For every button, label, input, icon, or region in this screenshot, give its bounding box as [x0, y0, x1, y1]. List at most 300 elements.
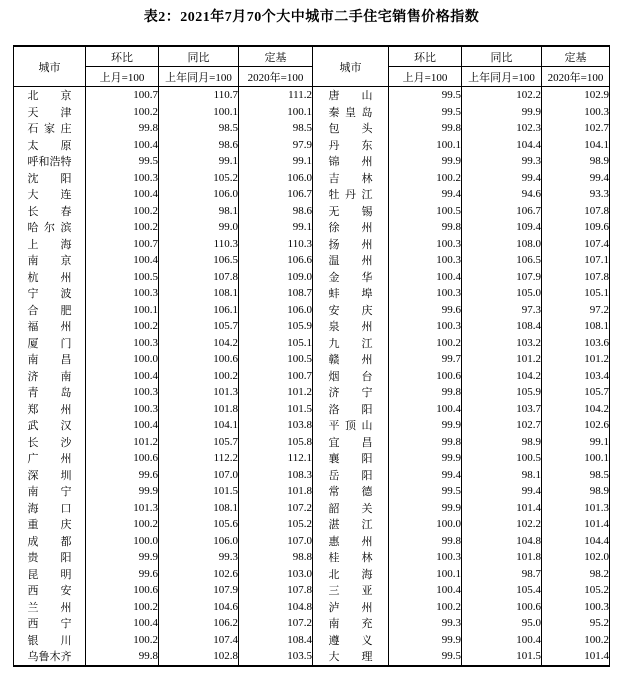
right-mom-value: 100.1 [389, 566, 462, 583]
right-yoy-value: 107.9 [462, 269, 542, 286]
header-yoy-left: 同比 [159, 46, 239, 67]
right-yoy-value: 100.5 [462, 450, 542, 467]
right-city-cell [313, 219, 389, 236]
right-city-cell [313, 318, 389, 335]
city-name: 南宁 [27, 486, 72, 499]
city-name: 丹东 [328, 139, 373, 152]
left-city-cell [14, 648, 86, 666]
table-row [14, 450, 610, 467]
left-yoy-value: 105.7 [159, 434, 239, 451]
city-name: 包头 [328, 123, 373, 136]
city-name: 锦州 [328, 156, 373, 169]
header-mom-left: 环比 [86, 46, 159, 67]
left-yoy-value: 98.1 [159, 203, 239, 220]
left-fixed-value: 107.2 [239, 500, 313, 517]
city-name: 唐山 [328, 90, 373, 103]
right-mom-value: 100.4 [389, 401, 462, 418]
left-yoy-value: 106.5 [159, 252, 239, 269]
right-mom-value: 99.9 [389, 153, 462, 170]
left-mom-value: 100.3 [86, 401, 159, 418]
right-yoy-value: 100.6 [462, 599, 542, 616]
right-yoy-value: 105.4 [462, 582, 542, 599]
city-name: 昆明 [27, 568, 72, 581]
left-yoy-value: 104.6 [159, 599, 239, 616]
left-mom-value: 99.5 [86, 153, 159, 170]
left-mom-value: 100.4 [86, 417, 159, 434]
table-row [14, 417, 610, 434]
right-yoy-value: 101.2 [462, 351, 542, 368]
right-fixed-value: 103.6 [542, 335, 610, 352]
table-row [14, 533, 610, 550]
left-mom-value: 100.4 [86, 252, 159, 269]
right-yoy-value: 105.9 [462, 384, 542, 401]
left-city-cell [14, 285, 86, 302]
price-index-table [13, 45, 610, 667]
left-yoy-value: 107.8 [159, 269, 239, 286]
right-city-cell [313, 450, 389, 467]
left-city-cell [14, 318, 86, 335]
city-name: 西安 [27, 585, 72, 598]
left-fixed-value: 99.1 [239, 153, 313, 170]
table-row [14, 384, 610, 401]
city-name: 烟台 [328, 370, 373, 383]
table-row [14, 434, 610, 451]
right-city-cell [313, 417, 389, 434]
city-name: 济南 [27, 370, 72, 383]
right-fixed-value: 107.8 [542, 269, 610, 286]
city-name: 常德 [328, 486, 373, 499]
right-yoy-value: 101.4 [462, 500, 542, 517]
right-yoy-value: 97.3 [462, 302, 542, 319]
header-row-base [14, 67, 610, 87]
right-mom-value: 100.1 [389, 137, 462, 154]
left-fixed-value: 105.1 [239, 335, 313, 352]
left-fixed-value: 107.0 [239, 533, 313, 550]
left-mom-value: 100.2 [86, 203, 159, 220]
left-yoy-value: 102.6 [159, 566, 239, 583]
city-name: 南昌 [27, 354, 72, 367]
left-city-cell [14, 450, 86, 467]
right-fixed-value: 98.9 [542, 483, 610, 500]
right-fixed-value: 103.4 [542, 368, 610, 385]
right-city-cell [313, 401, 389, 418]
right-fixed-value: 101.4 [542, 648, 610, 666]
city-name: 襄阳 [328, 453, 373, 466]
right-city-cell [313, 533, 389, 550]
left-fixed-value: 106.6 [239, 252, 313, 269]
right-yoy-value: 95.0 [462, 615, 542, 632]
left-city-cell [14, 170, 86, 187]
left-mom-value: 100.0 [86, 351, 159, 368]
left-city-cell [14, 252, 86, 269]
left-yoy-value: 106.1 [159, 302, 239, 319]
table-row [14, 269, 610, 286]
city-name: 无锡 [328, 205, 373, 218]
city-name: 金华 [328, 271, 373, 284]
right-city-cell [313, 186, 389, 203]
left-mom-value: 100.2 [86, 632, 159, 649]
right-fixed-value: 100.3 [542, 104, 610, 121]
header-row-top [14, 46, 610, 67]
right-city-cell [313, 384, 389, 401]
right-mom-value: 99.5 [389, 648, 462, 666]
left-fixed-value: 112.1 [239, 450, 313, 467]
left-fixed-value: 100.5 [239, 351, 313, 368]
left-mom-value: 100.2 [86, 219, 159, 236]
header-fixed-right: 定基 [542, 46, 610, 67]
right-city-cell [313, 203, 389, 220]
city-name: 厦门 [27, 337, 72, 350]
right-yoy-value: 98.9 [462, 434, 542, 451]
left-city-cell [14, 153, 86, 170]
left-yoy-value: 102.8 [159, 648, 239, 666]
left-yoy-value: 108.1 [159, 285, 239, 302]
city-name: 合肥 [27, 304, 72, 317]
city-name: 南京 [27, 255, 72, 268]
city-name: 大理 [328, 651, 373, 664]
left-city-cell [14, 203, 86, 220]
city-name: 深圳 [27, 469, 72, 482]
table-row [14, 153, 610, 170]
right-yoy-value: 101.5 [462, 648, 542, 666]
city-name: 九江 [328, 337, 373, 350]
right-yoy-value: 102.2 [462, 516, 542, 533]
left-yoy-value: 106.0 [159, 533, 239, 550]
table-row [14, 467, 610, 484]
table-row [14, 137, 610, 154]
left-fixed-value: 108.4 [239, 632, 313, 649]
left-mom-value: 100.2 [86, 104, 159, 121]
left-yoy-value: 99.3 [159, 549, 239, 566]
city-name: 遵义 [328, 634, 373, 647]
right-mom-value: 99.6 [389, 302, 462, 319]
right-fixed-value: 102.7 [542, 120, 610, 137]
city-name: 武汉 [27, 420, 72, 433]
city-name: 济宁 [328, 387, 373, 400]
right-city-cell [313, 302, 389, 319]
right-yoy-value: 99.4 [462, 483, 542, 500]
right-fixed-value: 101.3 [542, 500, 610, 517]
table-row [14, 516, 610, 533]
city-name: 桂林 [328, 552, 373, 565]
left-fixed-value: 103.0 [239, 566, 313, 583]
right-mom-value: 99.3 [389, 615, 462, 632]
right-mom-value: 100.0 [389, 516, 462, 533]
left-mom-value: 100.3 [86, 285, 159, 302]
right-city-cell [313, 104, 389, 121]
right-yoy-value: 102.7 [462, 417, 542, 434]
table-row [14, 648, 610, 666]
right-yoy-value: 99.4 [462, 170, 542, 187]
left-mom-value: 100.4 [86, 368, 159, 385]
right-fixed-value: 105.1 [542, 285, 610, 302]
left-city-cell [14, 632, 86, 649]
right-yoy-value: 104.4 [462, 137, 542, 154]
left-yoy-value: 104.2 [159, 335, 239, 352]
right-fixed-value: 100.3 [542, 599, 610, 616]
table-row [14, 104, 610, 121]
left-mom-value: 100.4 [86, 137, 159, 154]
left-city-cell [14, 500, 86, 517]
right-mom-value: 100.4 [389, 582, 462, 599]
left-yoy-value: 105.6 [159, 516, 239, 533]
city-name: 上海 [27, 238, 72, 251]
right-city-cell [313, 137, 389, 154]
left-fixed-value: 98.6 [239, 203, 313, 220]
right-mom-value: 100.3 [389, 236, 462, 253]
table-row [14, 170, 610, 187]
right-mom-value: 99.8 [389, 120, 462, 137]
city-name: 成都 [27, 535, 72, 548]
table-row [14, 87, 610, 104]
left-fixed-value: 106.7 [239, 186, 313, 203]
left-mom-value: 99.6 [86, 566, 159, 583]
table-row [14, 615, 610, 632]
header-yoy-base-right: 上年同月=100 [462, 67, 542, 87]
city-name: 北海 [328, 568, 373, 581]
left-fixed-value: 106.0 [239, 302, 313, 319]
table-row [14, 582, 610, 599]
right-fixed-value: 98.2 [542, 566, 610, 583]
right-fixed-value: 104.2 [542, 401, 610, 418]
table-row [14, 549, 610, 566]
right-yoy-value: 108.4 [462, 318, 542, 335]
left-mom-value: 99.9 [86, 549, 159, 566]
header-fixed-base-left: 2020年=100 [239, 67, 313, 87]
right-fixed-value: 102.9 [542, 87, 610, 104]
right-city-cell [313, 500, 389, 517]
right-mom-value: 99.7 [389, 351, 462, 368]
right-city-cell [313, 549, 389, 566]
left-fixed-value: 103.5 [239, 648, 313, 666]
left-city-cell [14, 434, 86, 451]
left-city-cell [14, 549, 86, 566]
left-fixed-value: 101.8 [239, 483, 313, 500]
left-yoy-value: 110.7 [159, 87, 239, 104]
left-mom-value: 100.0 [86, 533, 159, 550]
city-name: 宜昌 [328, 436, 373, 449]
right-mom-value: 99.8 [389, 434, 462, 451]
right-mom-value: 100.3 [389, 549, 462, 566]
right-mom-value: 100.6 [389, 368, 462, 385]
left-city-cell [14, 137, 86, 154]
left-city-cell [14, 401, 86, 418]
left-city-cell [14, 483, 86, 500]
left-yoy-value: 100.1 [159, 104, 239, 121]
right-fixed-value: 108.1 [542, 318, 610, 335]
left-city-cell [14, 615, 86, 632]
table-row [14, 401, 610, 418]
left-mom-value: 100.6 [86, 450, 159, 467]
city-name: 哈尔滨 [27, 222, 72, 235]
left-mom-value: 100.4 [86, 615, 159, 632]
city-name: 福州 [27, 321, 72, 334]
city-name: 三亚 [328, 585, 373, 598]
header-mom-right: 环比 [389, 46, 462, 67]
table-row [14, 335, 610, 352]
right-fixed-value: 98.5 [542, 467, 610, 484]
right-yoy-value: 99.3 [462, 153, 542, 170]
right-mom-value: 99.5 [389, 483, 462, 500]
city-name: 天津 [27, 106, 72, 119]
city-name: 宁波 [27, 288, 72, 301]
left-mom-value: 100.3 [86, 384, 159, 401]
left-mom-value: 100.4 [86, 186, 159, 203]
table-row [14, 219, 610, 236]
right-mom-value: 99.8 [389, 219, 462, 236]
right-yoy-value: 104.8 [462, 533, 542, 550]
right-city-cell [313, 599, 389, 616]
table-row [14, 566, 610, 583]
right-fixed-value: 101.4 [542, 516, 610, 533]
left-city-cell [14, 533, 86, 550]
left-city-cell [14, 566, 86, 583]
right-mom-value: 99.9 [389, 500, 462, 517]
city-name: 吉林 [328, 172, 373, 185]
left-yoy-value: 107.9 [159, 582, 239, 599]
left-fixed-value: 106.0 [239, 170, 313, 187]
left-mom-value: 99.9 [86, 483, 159, 500]
city-name: 泸州 [328, 601, 373, 614]
table-header [14, 46, 610, 87]
right-fixed-value: 99.1 [542, 434, 610, 451]
right-yoy-value: 94.6 [462, 186, 542, 203]
right-fixed-value: 107.8 [542, 203, 610, 220]
right-fixed-value: 109.6 [542, 219, 610, 236]
table-row [14, 318, 610, 335]
right-city-cell [313, 483, 389, 500]
city-name: 乌鲁木齐 [27, 651, 72, 664]
right-mom-value: 100.2 [389, 599, 462, 616]
left-yoy-value: 101.8 [159, 401, 239, 418]
city-name: 贵阳 [27, 552, 72, 565]
right-city-cell [313, 467, 389, 484]
city-name: 安庆 [328, 304, 373, 317]
right-mom-value: 99.9 [389, 450, 462, 467]
left-fixed-value: 105.9 [239, 318, 313, 335]
right-yoy-value: 102.3 [462, 120, 542, 137]
city-name: 洛阳 [328, 403, 373, 416]
right-yoy-value: 106.7 [462, 203, 542, 220]
right-city-cell [313, 335, 389, 352]
city-name: 沈阳 [27, 172, 72, 185]
right-fixed-value: 102.6 [542, 417, 610, 434]
city-name: 海口 [27, 502, 72, 515]
left-fixed-value: 108.3 [239, 467, 313, 484]
city-name: 长春 [27, 205, 72, 218]
left-fixed-value: 107.2 [239, 615, 313, 632]
left-city-cell [14, 599, 86, 616]
left-yoy-value: 110.3 [159, 236, 239, 253]
left-city-cell [14, 516, 86, 533]
right-yoy-value: 102.2 [462, 87, 542, 104]
right-city-cell [313, 582, 389, 599]
left-fixed-value: 109.0 [239, 269, 313, 286]
left-city-cell [14, 269, 86, 286]
left-yoy-value: 98.6 [159, 137, 239, 154]
city-name: 蚌埠 [328, 288, 373, 301]
left-city-cell [14, 302, 86, 319]
left-mom-value: 100.6 [86, 582, 159, 599]
right-yoy-value: 98.1 [462, 467, 542, 484]
table-row [14, 302, 610, 319]
city-name: 大连 [27, 189, 72, 202]
left-yoy-value: 100.2 [159, 368, 239, 385]
right-yoy-value: 101.8 [462, 549, 542, 566]
table-row [14, 252, 610, 269]
right-city-cell [313, 236, 389, 253]
right-fixed-value: 95.2 [542, 615, 610, 632]
right-yoy-value: 103.2 [462, 335, 542, 352]
right-mom-value: 99.5 [389, 104, 462, 121]
city-name: 秦皇岛 [328, 106, 373, 119]
header-yoy-base-left: 上年同月=100 [159, 67, 239, 87]
left-yoy-value: 108.1 [159, 500, 239, 517]
right-fixed-value: 107.4 [542, 236, 610, 253]
right-yoy-value: 103.7 [462, 401, 542, 418]
left-city-cell [14, 104, 86, 121]
city-name: 石家庄 [27, 123, 72, 136]
right-fixed-value: 105.2 [542, 582, 610, 599]
table-row [14, 368, 610, 385]
city-name: 青岛 [27, 387, 72, 400]
right-city-cell [313, 615, 389, 632]
right-mom-value: 99.4 [389, 186, 462, 203]
left-fixed-value: 98.8 [239, 549, 313, 566]
right-fixed-value: 107.1 [542, 252, 610, 269]
left-city-cell [14, 335, 86, 352]
right-mom-value: 100.5 [389, 203, 462, 220]
left-fixed-value: 105.2 [239, 516, 313, 533]
left-yoy-value: 104.1 [159, 417, 239, 434]
table-row [14, 483, 610, 500]
right-yoy-value: 105.0 [462, 285, 542, 302]
right-mom-value: 99.4 [389, 467, 462, 484]
left-city-cell [14, 186, 86, 203]
left-fixed-value: 108.7 [239, 285, 313, 302]
right-city-cell [313, 516, 389, 533]
left-fixed-value: 111.2 [239, 87, 313, 104]
right-fixed-value: 100.2 [542, 632, 610, 649]
header-fixed-left: 定基 [239, 46, 313, 67]
right-yoy-value: 108.0 [462, 236, 542, 253]
left-mom-value: 101.3 [86, 500, 159, 517]
left-yoy-value: 101.5 [159, 483, 239, 500]
left-city-cell [14, 120, 86, 137]
table-row [14, 203, 610, 220]
right-fixed-value: 98.9 [542, 153, 610, 170]
right-fixed-value: 101.2 [542, 351, 610, 368]
city-name: 银川 [27, 634, 72, 647]
city-name: 牡丹江 [328, 189, 373, 202]
city-name: 广州 [27, 453, 72, 466]
city-name: 太原 [27, 139, 72, 152]
header-fixed-base-right: 2020年=100 [542, 67, 610, 87]
table-row [14, 120, 610, 137]
left-city-cell [14, 236, 86, 253]
city-name: 韶关 [328, 502, 373, 515]
city-name: 呼和浩特 [27, 156, 72, 169]
left-fixed-value: 101.5 [239, 401, 313, 418]
right-city-cell [313, 648, 389, 666]
left-city-cell [14, 351, 86, 368]
left-fixed-value: 107.8 [239, 582, 313, 599]
header-city-right: 城市 [313, 46, 389, 87]
right-mom-value: 99.9 [389, 632, 462, 649]
left-yoy-value: 99.0 [159, 219, 239, 236]
right-yoy-value: 106.5 [462, 252, 542, 269]
right-mom-value: 100.3 [389, 252, 462, 269]
